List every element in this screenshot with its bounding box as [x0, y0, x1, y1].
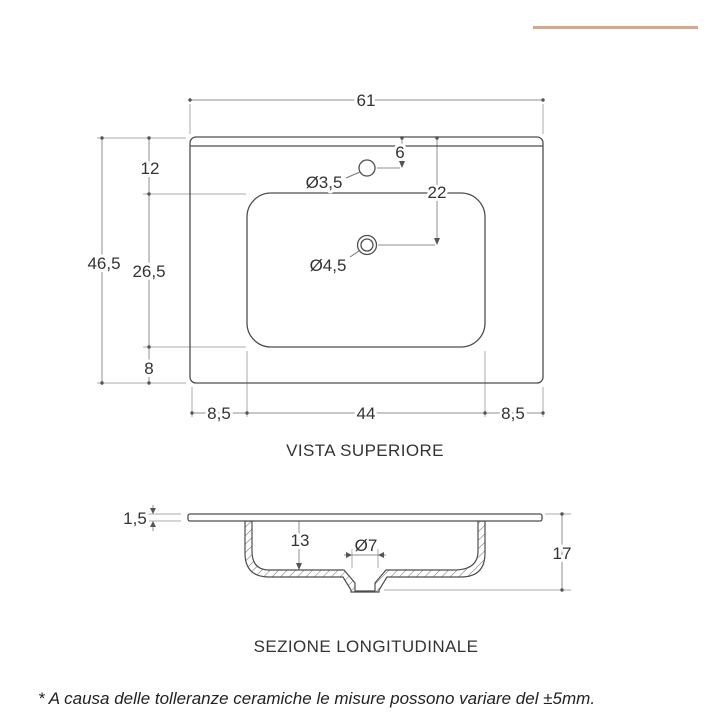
countertop-section-slab	[188, 514, 542, 521]
dim-basin-depth: 26,5	[132, 262, 166, 281]
dim-total-depth: 46,5	[87, 254, 121, 273]
top-view-drawing	[87, 91, 544, 460]
dim-faucet-offset: 6	[395, 143, 405, 162]
dim-left-margin: 8,5	[207, 404, 231, 423]
dim-right-margin: 8,5	[501, 404, 525, 423]
dim-drain-offset: 22	[427, 183, 447, 202]
faucet-diameter-leader	[346, 172, 360, 178]
dim-total-width: 61	[356, 91, 376, 110]
dim-rim-depth: 12	[140, 159, 160, 178]
dim-top-thickness: 1,5	[123, 509, 147, 528]
countertop-outline	[190, 137, 543, 383]
section-view-drawing	[123, 505, 571, 656]
dim-front-margin: 8	[144, 359, 154, 378]
drain-hole	[358, 236, 377, 255]
dim-drain-hole-diameter: Ø4,5	[309, 256, 347, 275]
dim-basin-width: 44	[356, 404, 376, 423]
dim-total-height: 17	[552, 544, 572, 563]
tolerance-footnote: * A causa delle tolleranze ceramiche le misure possono variare del ±5mm.	[38, 689, 596, 708]
dim-faucet-hole-diameter: Ø3,5	[305, 173, 343, 192]
basin-outline	[247, 193, 485, 347]
section-view-title: SEZIONE LONGITUDINALE	[253, 637, 479, 656]
dim-drain-diameter: Ø7	[354, 536, 378, 555]
faucet-hole	[359, 160, 375, 176]
basin-section-walls	[245, 521, 485, 592]
drain-diameter-leader	[350, 251, 359, 257]
dim-basin-inner-depth: 13	[290, 531, 310, 550]
top-view-title: VISTA SUPERIORE	[286, 441, 444, 460]
